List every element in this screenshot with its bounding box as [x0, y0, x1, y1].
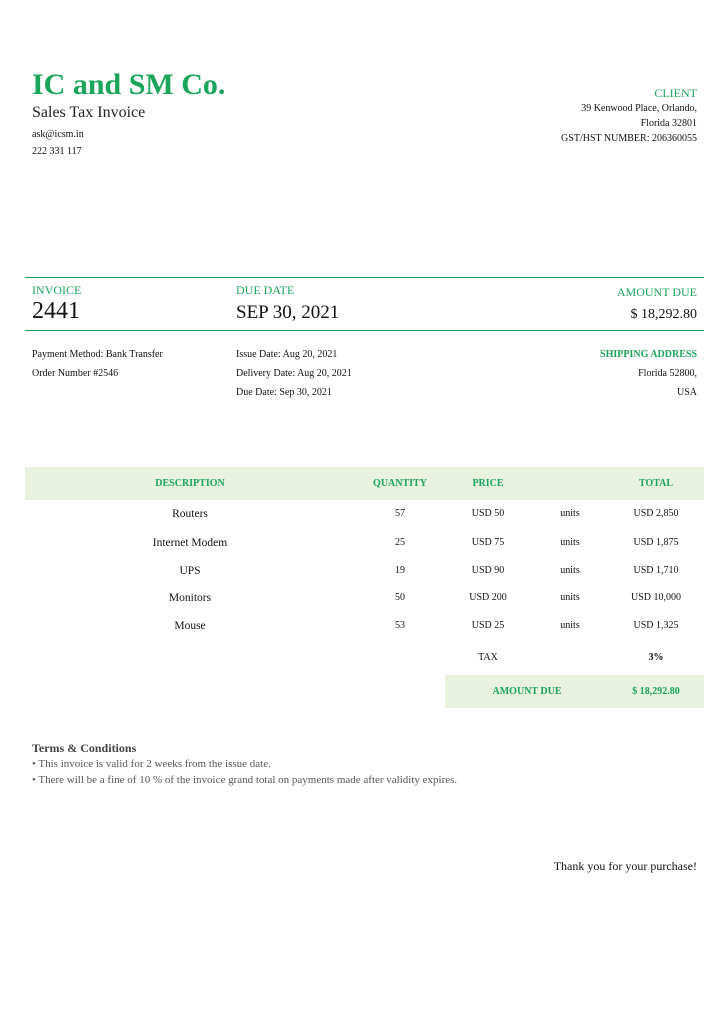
row-total: USD 1,710	[633, 565, 679, 576]
row-unit: units	[560, 592, 580, 603]
document-title: Sales Tax Invoice	[32, 104, 146, 121]
header-total: TOTAL	[638, 478, 674, 489]
client-address-line2: Florida 32801	[640, 118, 697, 129]
table-row	[0, 508, 724, 528]
invoice-label: INVOICE	[32, 283, 82, 297]
tax-value: 3%	[648, 652, 664, 663]
thank-you-note: Thank you for your purchase!	[553, 859, 697, 873]
summary-top-divider	[25, 277, 704, 278]
row-description: Routers	[172, 508, 208, 520]
row-unit: units	[560, 537, 580, 548]
row-unit: units	[560, 508, 580, 519]
row-quantity: 57	[395, 508, 405, 519]
row-description: Monitors	[168, 592, 212, 604]
order-number: Order Number #2546	[32, 368, 119, 379]
row-quantity: 25	[395, 537, 405, 548]
header-quantity: QUANTITY	[373, 478, 427, 489]
company-email: ask@icsm.in	[32, 129, 84, 140]
amount-due-label: AMOUNT DUE	[616, 285, 697, 299]
table-row	[0, 592, 724, 612]
terms-line-1: • This invoice is valid for 2 weeks from the issue date.	[32, 758, 271, 770]
invoice-number: 2441	[32, 298, 80, 324]
row-price: USD 90	[471, 565, 505, 576]
header-description: DESCRIPTION	[155, 478, 225, 489]
row-total: USD 1,875	[633, 537, 679, 548]
company-phone: 222 331 117	[32, 146, 82, 157]
table-row	[0, 537, 724, 557]
table-row	[0, 620, 724, 640]
row-description: Internet Modem	[152, 537, 228, 549]
row-description: Mouse	[174, 620, 206, 632]
header-price: PRICE	[472, 478, 504, 489]
table-amount-due-label: AMOUNT DUE	[492, 686, 562, 697]
row-total: USD 10,000	[630, 592, 681, 603]
row-price: USD 25	[471, 620, 505, 631]
shipping-address-line2: USA	[676, 387, 697, 398]
company-name: IC and SM Co.	[32, 68, 226, 101]
client-gst-number: GST/HST NUMBER: 206360055	[561, 133, 697, 144]
due-date-value: SEP 30, 2021	[236, 302, 340, 323]
client-label: CLIENT	[654, 86, 697, 100]
terms-title: Terms & Conditions	[32, 741, 137, 755]
row-total: USD 1,325	[633, 620, 679, 631]
row-price: USD 50	[471, 508, 505, 519]
row-price: USD 200	[469, 592, 507, 603]
due-date-label: DUE DATE	[236, 283, 295, 297]
client-address-line1: 39 Kenwood Place, Orlando,	[581, 103, 697, 114]
table-amount-due-value: $ 18,292.80	[632, 686, 680, 697]
shipping-address-label: SHIPPING ADDRESS	[600, 349, 697, 360]
payment-method: Payment Method: Bank Transfer	[32, 349, 163, 360]
row-price: USD 75	[471, 537, 505, 548]
terms-line-2: • There will be a fine of 10 % of the invoice grand total on payments made after validity expires.	[32, 774, 458, 786]
row-unit: units	[560, 620, 580, 631]
due-date: Due Date: Sep 30, 2021	[236, 387, 332, 398]
summary-bottom-divider	[25, 330, 704, 331]
table-row	[0, 565, 724, 585]
row-unit: units	[560, 565, 580, 576]
delivery-date: Delivery Date: Aug 20, 2021	[236, 368, 352, 379]
amount-due-value: $ 18,292.80	[630, 307, 697, 322]
row-quantity: 53	[395, 620, 405, 631]
row-description: UPS	[179, 565, 201, 577]
tax-label: TAX	[478, 652, 498, 663]
row-quantity: 19	[395, 565, 405, 576]
row-total: USD 2,850	[633, 508, 679, 519]
row-quantity: 50	[395, 592, 405, 603]
issue-date: Issue Date: Aug 20, 2021	[236, 349, 338, 360]
shipping-address-line1: Florida 52800,	[638, 368, 697, 379]
